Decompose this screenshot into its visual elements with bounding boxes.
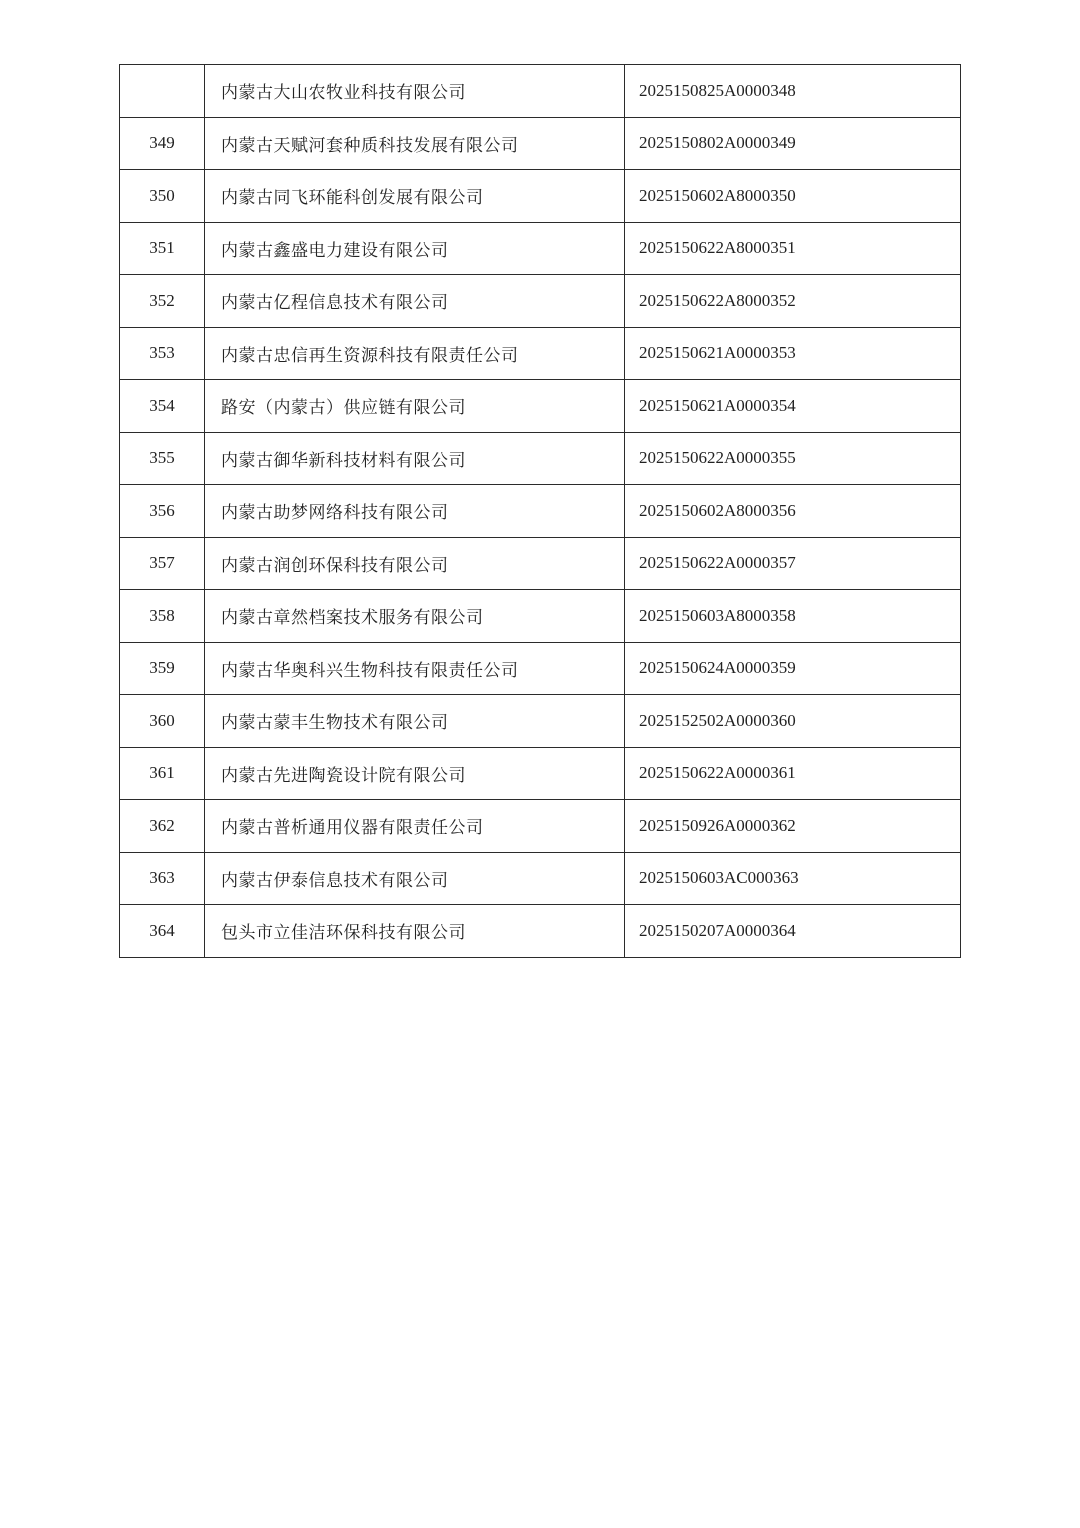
company-name-cell: 包头市立佳洁环保科技有限公司 bbox=[205, 905, 625, 958]
row-number-cell: 356 bbox=[120, 485, 205, 538]
company-name-cell: 内蒙古章然档案技术服务有限公司 bbox=[205, 590, 625, 643]
registration-code-cell: 2025150622A8000352 bbox=[625, 275, 961, 328]
row-number-cell: 354 bbox=[120, 380, 205, 433]
table-row bbox=[120, 747, 961, 800]
registration-code-cell: 2025152502A0000360 bbox=[625, 695, 961, 748]
table-row bbox=[120, 170, 961, 223]
row-number-cell: 359 bbox=[120, 642, 205, 695]
table-row bbox=[120, 590, 961, 643]
registration-code-cell: 2025150622A0000355 bbox=[625, 432, 961, 485]
registration-code-cell: 2025150602A8000350 bbox=[625, 170, 961, 223]
registration-code-cell: 2025150926A0000362 bbox=[625, 800, 961, 853]
company-name-cell: 内蒙古御华新科技材料有限公司 bbox=[205, 432, 625, 485]
table-row bbox=[120, 485, 961, 538]
row-number-cell: 349 bbox=[120, 117, 205, 170]
row-number-cell: 363 bbox=[120, 852, 205, 905]
company-name-cell: 内蒙古亿程信息技术有限公司 bbox=[205, 275, 625, 328]
row-number-cell: 353 bbox=[120, 327, 205, 380]
table-body bbox=[120, 65, 961, 958]
row-number-cell: 352 bbox=[120, 275, 205, 328]
enterprise-list-table-wrapper bbox=[119, 64, 960, 958]
table-row bbox=[120, 275, 961, 328]
table-row bbox=[120, 695, 961, 748]
registration-code-cell: 2025150603A8000358 bbox=[625, 590, 961, 643]
registration-code-cell: 2025150624A0000359 bbox=[625, 642, 961, 695]
registration-code-cell: 2025150802A0000349 bbox=[625, 117, 961, 170]
table-row bbox=[120, 800, 961, 853]
table-row bbox=[120, 852, 961, 905]
registration-code-cell: 2025150602A8000356 bbox=[625, 485, 961, 538]
company-name-cell: 内蒙古普析通用仪器有限责任公司 bbox=[205, 800, 625, 853]
table-row bbox=[120, 642, 961, 695]
row-number-cell: 351 bbox=[120, 222, 205, 275]
registration-code-cell: 2025150825A0000348 bbox=[625, 65, 961, 118]
row-number-cell: 360 bbox=[120, 695, 205, 748]
company-name-cell: 内蒙古华奥科兴生物科技有限责任公司 bbox=[205, 642, 625, 695]
row-number-cell: 364 bbox=[120, 905, 205, 958]
company-name-cell: 内蒙古伊泰信息技术有限公司 bbox=[205, 852, 625, 905]
registration-code-cell: 2025150207A0000364 bbox=[625, 905, 961, 958]
row-number-cell: 362 bbox=[120, 800, 205, 853]
company-name-cell: 内蒙古忠信再生资源科技有限责任公司 bbox=[205, 327, 625, 380]
table-row bbox=[120, 327, 961, 380]
company-name-cell: 内蒙古大山农牧业科技有限公司 bbox=[205, 65, 625, 118]
registration-code-cell: 2025150622A8000351 bbox=[625, 222, 961, 275]
table-row bbox=[120, 432, 961, 485]
table-row bbox=[120, 905, 961, 958]
company-name-cell: 内蒙古先进陶瓷设计院有限公司 bbox=[205, 747, 625, 800]
registration-code-cell: 2025150621A0000353 bbox=[625, 327, 961, 380]
registration-code-cell: 2025150621A0000354 bbox=[625, 380, 961, 433]
table-row bbox=[120, 65, 961, 118]
row-number-cell bbox=[120, 65, 205, 118]
row-number-cell: 357 bbox=[120, 537, 205, 590]
row-number-cell: 358 bbox=[120, 590, 205, 643]
registration-code-cell: 2025150622A0000357 bbox=[625, 537, 961, 590]
company-name-cell: 内蒙古蒙丰生物技术有限公司 bbox=[205, 695, 625, 748]
registration-code-cell: 2025150622A0000361 bbox=[625, 747, 961, 800]
company-name-cell: 内蒙古润创环保科技有限公司 bbox=[205, 537, 625, 590]
table-row bbox=[120, 380, 961, 433]
table-row bbox=[120, 117, 961, 170]
row-number-cell: 355 bbox=[120, 432, 205, 485]
company-name-cell: 内蒙古助梦网络科技有限公司 bbox=[205, 485, 625, 538]
row-number-cell: 350 bbox=[120, 170, 205, 223]
registration-code-cell: 2025150603AC000363 bbox=[625, 852, 961, 905]
company-name-cell: 内蒙古同飞环能科创发展有限公司 bbox=[205, 170, 625, 223]
company-name-cell: 内蒙古鑫盛电力建设有限公司 bbox=[205, 222, 625, 275]
table-row bbox=[120, 537, 961, 590]
table-row bbox=[120, 222, 961, 275]
enterprise-list-table bbox=[119, 64, 961, 958]
row-number-cell: 361 bbox=[120, 747, 205, 800]
company-name-cell: 路安（内蒙古）供应链有限公司 bbox=[205, 380, 625, 433]
company-name-cell: 内蒙古天赋河套种质科技发展有限公司 bbox=[205, 117, 625, 170]
